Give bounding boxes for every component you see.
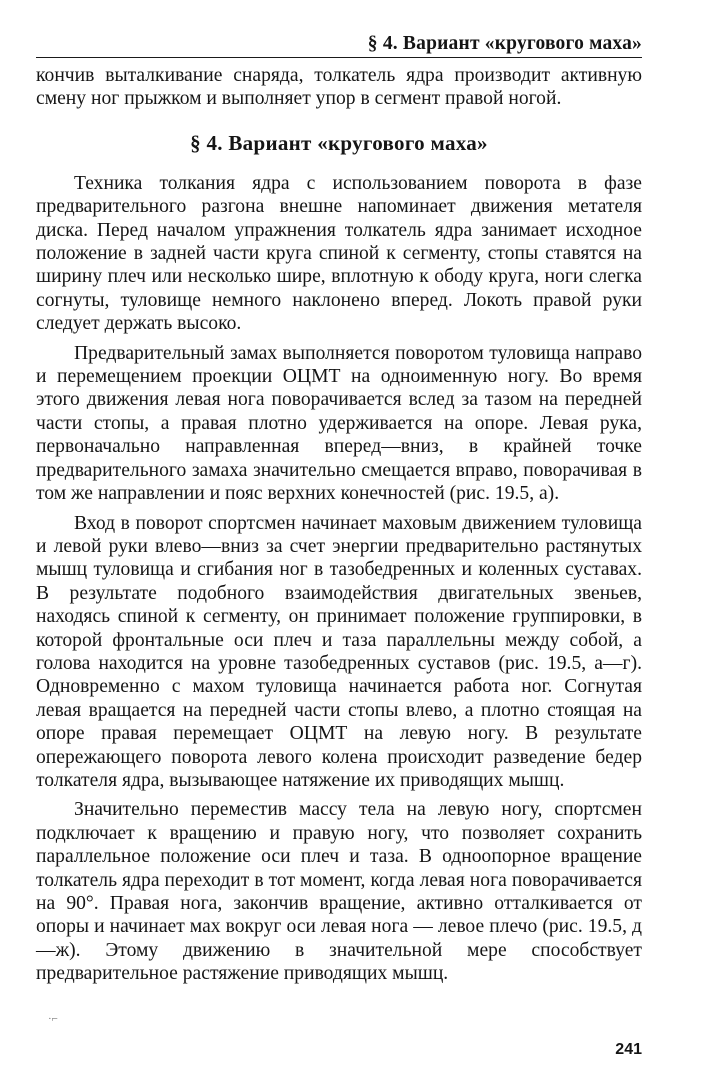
paragraph-1: Техника толкания ядра с использованием поворота в фазе предварительного разгона внешне напоминает движения метателя диска. Перед началом упражнения толкатель ядра занимает исходное положение в задней части круга спиной к сегменту, стопы ставятся на ширину плеч или несколько шире, вплотную к ободу круга, ноги слегка согнуты, туловище немного наклонено вперед. Локоть правой руки следует держать высоко. bbox=[36, 172, 642, 335]
running-head: § 4. Вариант «кругового маха» bbox=[36, 30, 642, 58]
continuation-paragraph: кончив выталкивание снаряда, толкатель ядра производит активную смену ног прыжком и выполняет упор в сегмент правой ногой. bbox=[36, 65, 642, 110]
section-title: § 4. Вариант «кругового маха» bbox=[190, 130, 488, 155]
paragraph-4: Значительно переместив массу тела на левую ногу, спортсмен подключает к вращению и правую ногу, что позволяет сохранить параллельное положение оси плеч и таза. В одноопорное вращение толкатель ядра переходит в тот момент, когда левая нога поворачивается на 90°. Правая нога, закончив вращение, активно отталкивается от опоры и начинает мах вокруг оси левая нога — левое плечо (рис. 19.5, д—ж). Этому движению в значительной мере способствует предварительное растяжение приводящих мышц. bbox=[36, 799, 642, 985]
paragraph-3: Вход в поворот спортсмен начинает маховым движением туловища и левой руки влево—вниз за счет энергии предварительно растянутых мышц туловища и сгибания ног в тазобедренных и коленных суставах. В результате подобного взаимодействия двигательных звеньев, находясь спиной к сегменту, он принимает положение группировки, в которой фронтальные оси плеч и таза параллельны между собой, а голова находится на уровне тазобедренных суставов (рис. 19.5, а—г). Одновременно с махом туловища начинается работа ног. Согнутая левая вращается на передней части стопы влево, а плотно стоящая на опоре правая перемещает ОЦМТ на левую ногу. В результате опережающего поворота левого колена происходит разведение бедер толкателя ядра, вызывающее натяжение их приводящих мышц. bbox=[36, 512, 642, 791]
page-number: 241 bbox=[615, 1041, 642, 1058]
paragraph-2: Предварительный замах выполняется поворотом туловища направо и перемещением проекции ОЦМТ на одноименную ногу. Во время этого движения левая нога поворачивается вслед за тазом на передней части стопы, а правая плотно удерживается на опоре. Левая рука, первоначально направленная вперед—вниз, в крайней точке предварительного замаха значительно смещается вправо, поворачивая в том же направлении и пояс верхних конечностей (рис. 19.5, а). bbox=[36, 342, 642, 505]
ink-smudge: ·⌐ bbox=[48, 1013, 58, 1025]
page-body bbox=[36, 64, 642, 986]
